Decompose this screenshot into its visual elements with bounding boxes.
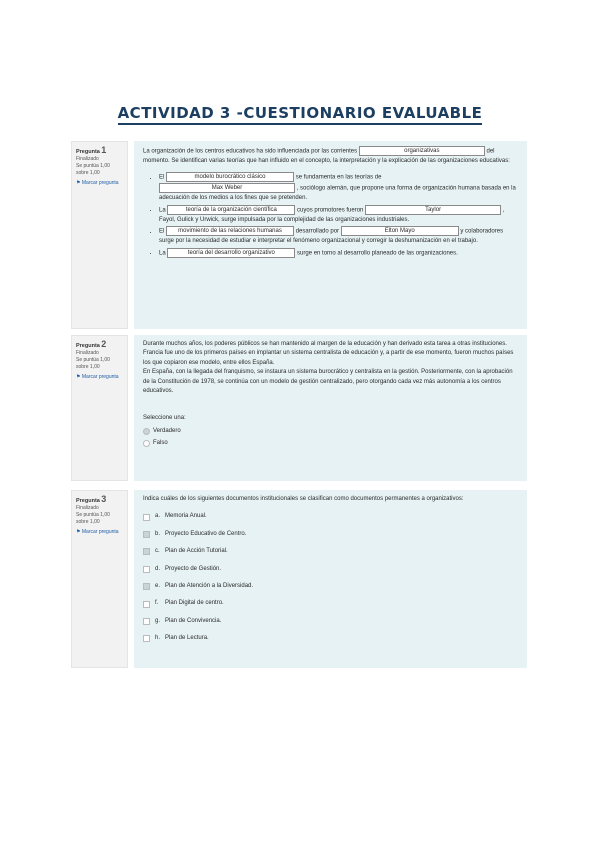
checkbox-option[interactable]: e. Plan de Atención a la Diversidad. bbox=[143, 582, 518, 591]
question-score: Se puntúa 1,00 sobre 1,00 bbox=[76, 357, 110, 370]
checkbox-option[interactable]: f. Plan Digital de centro. bbox=[143, 599, 518, 608]
question-text: La organización de los centros educativos ha sido influenciada por las corrientes organizativas del momento. Se identifican varias teorías que han influido en el concepto, la interpretación y la explicación de las organizaciones educativas: bbox=[143, 148, 510, 164]
radio-button-selected[interactable] bbox=[143, 428, 150, 435]
answer-blank[interactable]: Max Weber bbox=[159, 183, 295, 193]
answer-blank[interactable]: movimiento de las relaciones humanas bbox=[166, 226, 294, 236]
checkbox[interactable] bbox=[143, 618, 150, 625]
theory-list bbox=[143, 172, 518, 258]
select-prompt: Seleccione una: bbox=[143, 415, 186, 422]
question-score: Se puntúa 1,00 sobre 1,00 bbox=[76, 163, 110, 176]
question-3 bbox=[71, 490, 527, 668]
checkbox[interactable] bbox=[143, 514, 150, 521]
question-status: Finalizado bbox=[76, 505, 99, 511]
checkbox-option[interactable]: d. Proyecto de Gestión. bbox=[143, 565, 518, 574]
answer-blank[interactable]: teoría del desarrollo organizativo bbox=[167, 248, 295, 258]
checkbox-option[interactable]: c. Plan de Acción Tutorial. bbox=[143, 547, 518, 556]
answer-blank[interactable]: modelo burocrático clásico bbox=[166, 172, 294, 182]
question-content bbox=[134, 141, 527, 329]
answer-blank[interactable]: Elton Mayo bbox=[341, 226, 459, 236]
question-label: Pregunta bbox=[76, 343, 100, 349]
checkbox[interactable] bbox=[143, 566, 150, 573]
question-content bbox=[134, 335, 527, 481]
list-item: • El modelo burocrático clásico se fundamenta en las teorías de Max Weber , sociólogo alemán, que propone una forma de organización humana basada en la adecuación de los medios a los fines que se pretenden. bbox=[159, 172, 518, 203]
checkbox-checked[interactable] bbox=[143, 548, 150, 555]
flag-question-link[interactable]: ⚑ Marcar pregunta bbox=[76, 374, 119, 380]
question-paragraph: Durante muchos años, los poderes públicos se han mantenido al margen de la educación y han derivado esta tarea a otras instituciones. Francia fue uno de los primeros países en implantar un sistema centralista de educación y, a partir de ese momento, fueron muchos países los que copiaron ese modelo, entre ellos España. bbox=[143, 341, 514, 366]
question-paragraph: En España, con la llegada del franquismo, se instaura un sistema burocrático y centralista en la gestión. Posteriormente, con la aprobación de la Constitución de 1978, se continúa con un modelo de gestión centralizado, pero otorgando cada vez más autonomía a los centros educativos. bbox=[143, 369, 513, 395]
checkbox-option[interactable]: h. Plan de Lectura. bbox=[143, 634, 518, 643]
checkbox-option[interactable]: a. Memoria Anual. bbox=[143, 512, 518, 521]
option-false[interactable]: Falso bbox=[143, 439, 518, 448]
radio-button[interactable] bbox=[143, 440, 150, 447]
question-info bbox=[71, 490, 128, 668]
question-content bbox=[134, 490, 527, 668]
question-1 bbox=[71, 141, 527, 329]
list-item: • La teoría del desarrollo organizativo surge en torno al desarrollo planeado de las organizaciones. bbox=[159, 248, 518, 259]
checkbox-checked[interactable] bbox=[143, 531, 150, 538]
answer-blank[interactable]: teoría de la organización científica bbox=[167, 205, 295, 215]
page-title: ACTIVIDAD 3 -CUESTIONARIO EVALUABLE bbox=[0, 104, 600, 122]
question-2 bbox=[71, 335, 527, 481]
answer-blank[interactable]: Taylor bbox=[365, 205, 501, 215]
question-label: Pregunta bbox=[76, 149, 100, 155]
question-status: Finalizado bbox=[76, 156, 99, 162]
checkbox-checked[interactable] bbox=[143, 583, 150, 590]
question-number: 2 bbox=[101, 339, 107, 349]
checkbox-option[interactable]: b. Proyecto Educativo de Centro. bbox=[143, 530, 518, 539]
question-info bbox=[71, 335, 128, 481]
checkbox-option[interactable]: g. Plan de Convivencia. bbox=[143, 617, 518, 626]
question-label: Pregunta bbox=[76, 498, 100, 504]
checkbox[interactable] bbox=[143, 601, 150, 608]
flag-question-link[interactable]: ⚑ Marcar pregunta bbox=[76, 529, 119, 535]
question-info bbox=[71, 141, 128, 329]
question-score: Se puntúa 1,00 sobre 1,00 bbox=[76, 512, 110, 525]
list-item: • La teoría de la organización científica cuyos promotores fueron Taylor , Fayol, Gulick y Urwick, surge impulsada por la complejidad de las organizaciones industriales. bbox=[159, 205, 518, 225]
question-status: Finalizado bbox=[76, 350, 99, 356]
question-number: 3 bbox=[101, 494, 107, 504]
list-item: • El movimiento de las relaciones humanas desarrollado por Elton Mayo y colaboradores surge por la necesidad de estudiar e interpretar el fenómeno organizacional y corregir la deshumanización en el trabajo. bbox=[159, 226, 518, 246]
option-true[interactable]: Verdadero bbox=[143, 427, 518, 436]
answer-blank[interactable]: organizativas bbox=[359, 146, 485, 156]
question-number: 1 bbox=[101, 145, 107, 155]
checkbox[interactable] bbox=[143, 635, 150, 642]
question-text: Indica cuáles de los siguientes documentos institucionales se clasifican como documentos permanentes a organizativos: bbox=[143, 496, 464, 502]
flag-question-link[interactable]: ⚑ Marcar pregunta bbox=[76, 180, 119, 186]
